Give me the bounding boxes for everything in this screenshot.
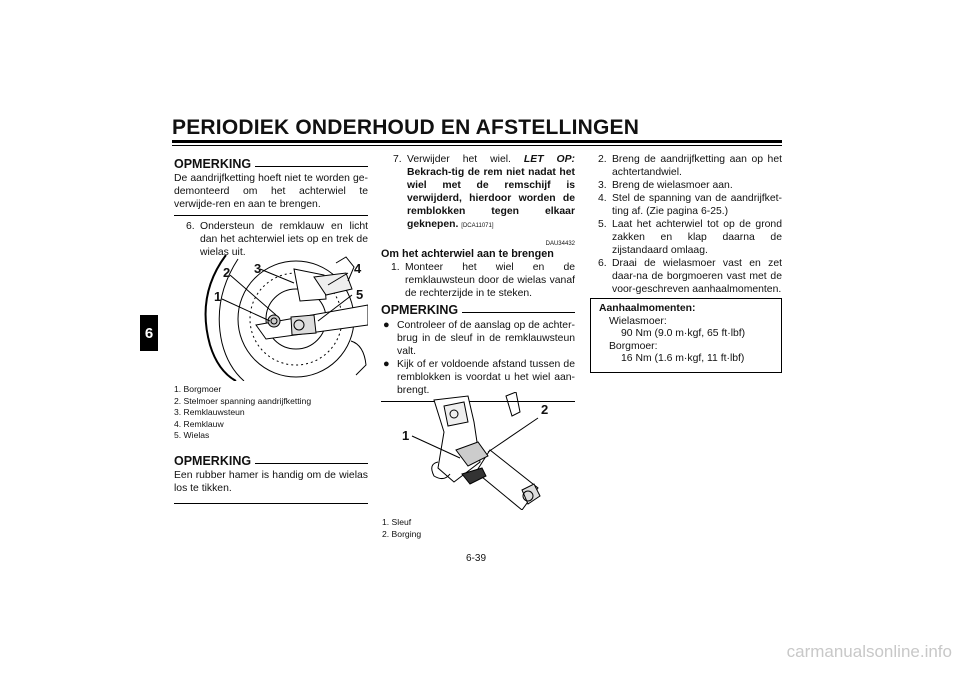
step-number: 4. xyxy=(598,193,607,204)
caliper-bracket-illustration xyxy=(398,392,556,510)
title-rule xyxy=(172,140,782,143)
section-code: DAU34432 xyxy=(545,241,575,247)
bullet-dot-icon: ● xyxy=(383,319,390,331)
right-column xyxy=(588,153,782,296)
step-7 xyxy=(381,153,575,233)
caption-item: 2. Stelmoer spanning aandrijfketting xyxy=(174,395,312,406)
title-rule-thin xyxy=(172,145,782,146)
caution-text: Bekrach-tig de rem niet nadat het wiel met de remschijf is verwijderd, hierdoor worden de remblokken tegen elkaar geknepen. xyxy=(407,167,575,230)
caption-item: 3. Remklauwsteun xyxy=(174,407,245,417)
step-text: Draai de wielasmoer vast en zet daar-na de borgmoeren vast met de voor-geschreven aanhaalmomenten. xyxy=(612,258,782,295)
caption-item: 2. Borging xyxy=(382,528,422,539)
callout-5: 5 xyxy=(356,287,364,302)
torque-title: Aanhaalmomenten: xyxy=(599,303,696,314)
left-column xyxy=(174,158,368,259)
step-text: Stel de spanning van de aandrijfket-ting af. (Zie pagina 6-25.) xyxy=(612,193,782,217)
note-end-rule xyxy=(174,215,368,216)
bullet-text: Kijk of er voldoende afstand tussen de remblokken is voordat u het wiel aan-brengt. xyxy=(397,359,575,396)
step-6 xyxy=(174,220,368,259)
step-5 xyxy=(588,218,782,257)
step-3 xyxy=(588,179,782,192)
step-4 xyxy=(588,192,782,218)
note-end-rule xyxy=(174,503,368,504)
note-heading xyxy=(381,304,575,317)
caliper-bracket-figure xyxy=(398,392,556,510)
callout-1: 1 xyxy=(402,428,410,443)
step-text: Ondersteun de remklauw en licht dan het achterwiel iets op en trek de wielas uit. xyxy=(200,221,368,258)
note-heading-label: OPMERKING xyxy=(174,453,252,468)
caution-label: LET OP: xyxy=(523,154,575,165)
callout-3: 3 xyxy=(254,261,262,276)
step-text: Laat het achterwiel tot op de grond zakken en klap daarna de zijstandaard omlaag. xyxy=(612,219,782,256)
caution-code: [DCA11071] xyxy=(461,223,494,229)
note-heading-label: OPMERKING xyxy=(174,157,252,171)
bullet-dot-icon: ● xyxy=(383,358,390,370)
middle-column xyxy=(381,153,575,402)
step-number: 2. xyxy=(598,154,607,165)
caption-item: 1. Sleuf xyxy=(382,517,412,527)
caption-item: 4. Remklauw xyxy=(174,418,224,429)
left-captions xyxy=(174,384,368,504)
page-title: PERIODIEK ONDERHOUD EN AFSTELLINGEN xyxy=(172,116,640,139)
bullet-item xyxy=(381,319,575,358)
step-text: Monteer het wiel en de remklauwsteun door de wielas vanaf de rechterzijde in te steken. xyxy=(405,262,575,299)
caption-item: 1. Borgmoer xyxy=(174,384,222,394)
step-1 xyxy=(381,261,575,300)
step-text: Breng de aandrijfketting aan op het achtertandwiel. xyxy=(612,154,782,178)
watermark: carmanualsonline.info xyxy=(786,642,952,661)
rear-wheel-figure xyxy=(196,255,368,381)
callout-1: 1 xyxy=(214,289,222,304)
torque-item: Borgmoer: xyxy=(609,340,658,352)
page-number: 6-39 xyxy=(466,553,487,564)
caption-item: 5. Wielas xyxy=(174,430,210,440)
callout-4: 4 xyxy=(354,261,362,276)
section-heading: Om het achterwiel aan te brengen xyxy=(381,248,554,260)
step-6 xyxy=(588,257,782,296)
note-heading xyxy=(174,158,368,171)
torque-spec-box xyxy=(590,298,782,373)
step-text: Verwijder het wiel. xyxy=(407,154,524,165)
step-number: 6. xyxy=(598,258,607,269)
step-2 xyxy=(588,153,782,179)
step-number: 6. xyxy=(186,221,195,232)
note-text: De aandrijfketting hoeft niet te worden ge-demonteerd om het achterwiel te verwijde-ren en aan te brengen. xyxy=(174,173,368,210)
bullet-text: Controleer of de aanslag op de achter-brug in de sleuf in de remklauwsteun valt. xyxy=(397,320,575,357)
callout-2: 2 xyxy=(223,265,231,280)
torque-item: Wielasmoer: xyxy=(609,315,667,327)
torque-value: 90 Nm (9.0 m·kgf, 65 ft·lbf) xyxy=(621,328,746,339)
chapter-tab: 6 xyxy=(140,315,158,351)
middle-captions xyxy=(382,517,576,540)
torque-value: 16 Nm (1.6 m·kgf, 11 ft·lbf) xyxy=(621,353,745,364)
step-number: 1. xyxy=(391,262,400,273)
note-text: Een rubber hamer is handig om de wielas los te tikken. xyxy=(174,469,368,494)
callout-2: 2 xyxy=(541,402,549,417)
step-number: 3. xyxy=(598,180,607,191)
step-number: 5. xyxy=(598,219,607,230)
step-number: 7. xyxy=(393,154,402,165)
note-heading xyxy=(174,455,368,468)
note-heading-label: OPMERKING xyxy=(381,303,459,317)
step-text: Breng de wielasmoer aan. xyxy=(612,180,733,191)
rear-wheel-illustration xyxy=(196,255,368,381)
